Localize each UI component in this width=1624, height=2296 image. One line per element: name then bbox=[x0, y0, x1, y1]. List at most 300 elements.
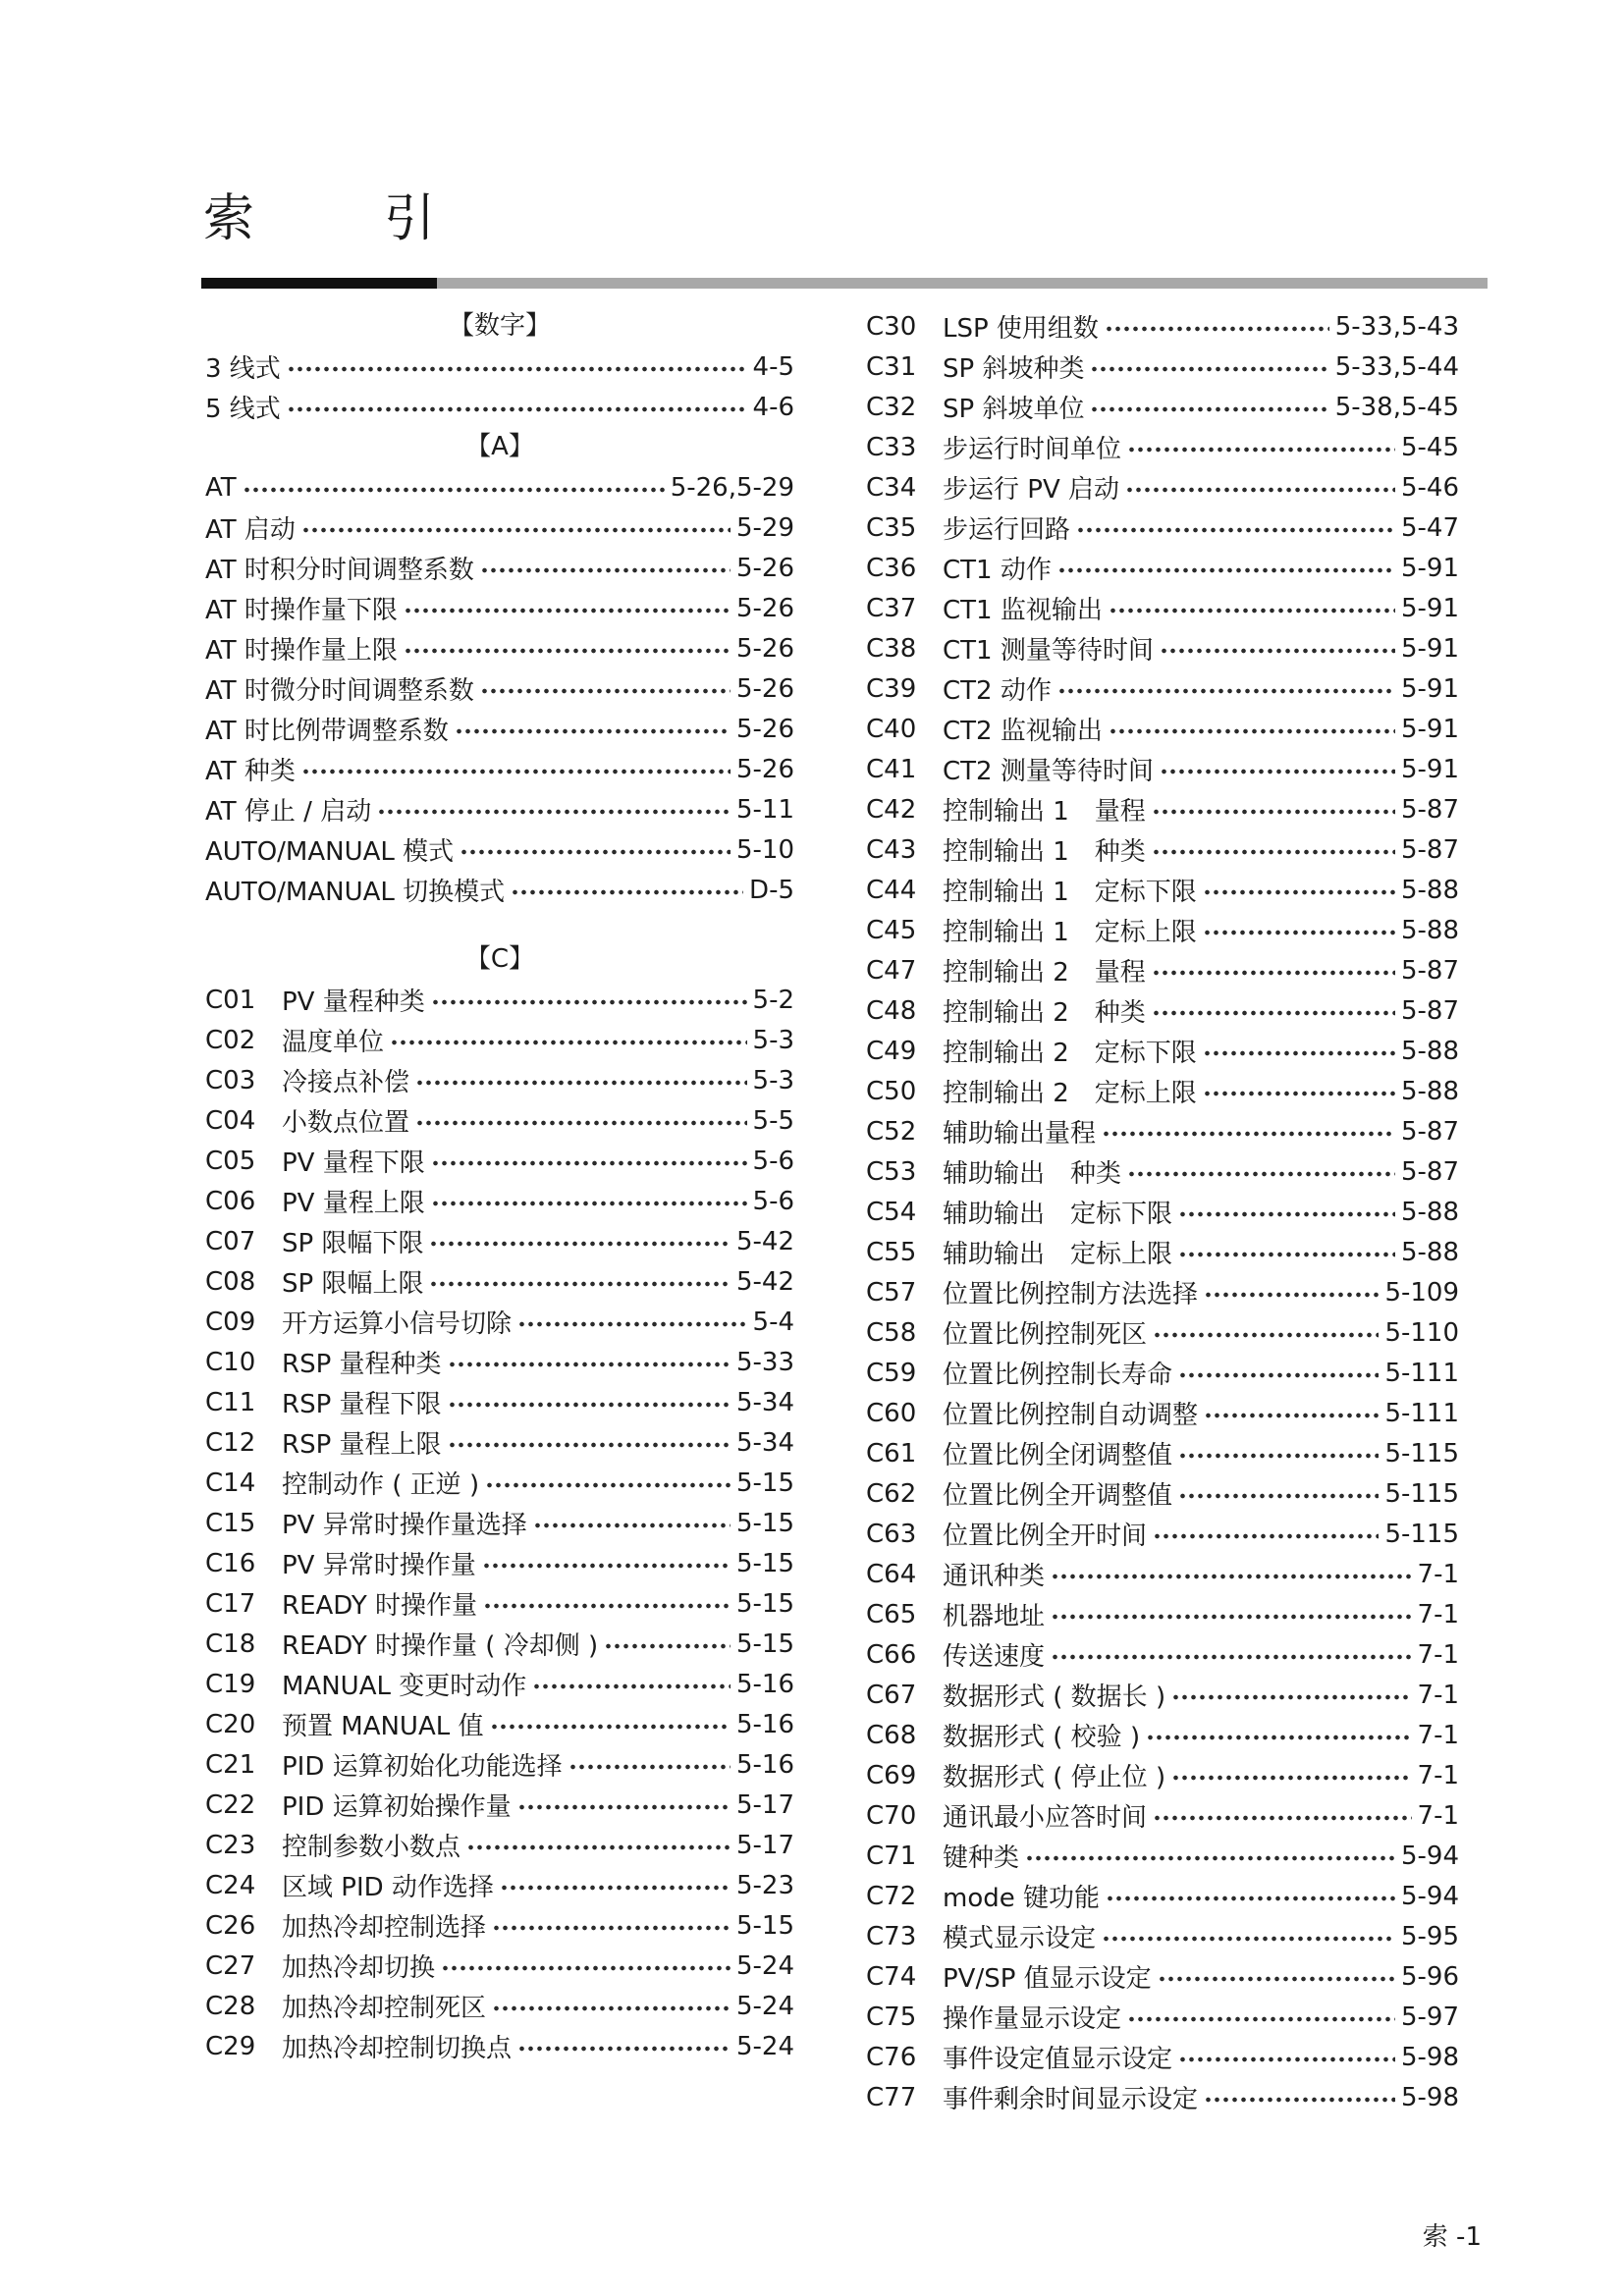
index-entry[interactable] bbox=[866, 1473, 1459, 1514]
entry-code: C09 bbox=[205, 1307, 256, 1337]
index-entry[interactable] bbox=[866, 1111, 1459, 1151]
entry-page-ref: 5-88 bbox=[1400, 875, 1459, 905]
dot-leader bbox=[448, 1402, 731, 1408]
entry-label: AUTO/MANUAL 切换模式 bbox=[205, 878, 506, 907]
index-entry[interactable] bbox=[205, 1664, 794, 1704]
dot-leader bbox=[517, 2046, 731, 2052]
entry-page-ref: 5-91 bbox=[1400, 714, 1459, 744]
entry-code: C22 bbox=[205, 1789, 256, 1820]
entry-label: 控制输出 2 定标下限 bbox=[943, 1039, 1197, 1068]
entry-page-ref: 5-42 bbox=[735, 1226, 794, 1256]
entry-page-ref: 5-34 bbox=[735, 1427, 794, 1458]
index-entry[interactable] bbox=[866, 1836, 1459, 1876]
entry-label: 位置比例控制方法选择 bbox=[943, 1280, 1199, 1309]
entry-label: PV 量程上限 bbox=[282, 1189, 425, 1218]
entry-code: C73 bbox=[866, 1921, 917, 1951]
entry-code: C54 bbox=[866, 1197, 917, 1227]
entry-label: MANUAL 变更时动作 bbox=[282, 1672, 527, 1701]
index-entry[interactable] bbox=[866, 1795, 1459, 1836]
dot-leader bbox=[1178, 1211, 1395, 1217]
index-entry[interactable] bbox=[866, 749, 1459, 789]
entry-page-ref: 5-16 bbox=[735, 1709, 794, 1739]
index-entry[interactable] bbox=[205, 1785, 794, 1825]
entry-page-ref: 5-15 bbox=[735, 1629, 794, 1659]
entry-label: AT 时积分时间调整系数 bbox=[205, 556, 474, 585]
title-rule-track bbox=[437, 278, 1488, 289]
entry-code: C36 bbox=[866, 553, 917, 583]
dot-leader bbox=[492, 2005, 731, 2011]
entry-page-ref: 5-115 bbox=[1384, 1478, 1459, 1509]
index-entry[interactable] bbox=[866, 1554, 1459, 1594]
index-entry[interactable] bbox=[205, 1543, 794, 1583]
entry-page-ref: 5-115 bbox=[1384, 1438, 1459, 1468]
entry-label: 步运行时间单位 bbox=[943, 435, 1122, 464]
dot-leader bbox=[243, 487, 665, 493]
entry-code: C40 bbox=[866, 714, 917, 744]
index-entry[interactable] bbox=[866, 548, 1459, 588]
entry-page-ref: 5-91 bbox=[1400, 633, 1459, 664]
dot-leader bbox=[390, 1040, 747, 1045]
index-entry[interactable] bbox=[866, 990, 1459, 1031]
entry-page-ref: 5-26 bbox=[735, 714, 794, 744]
entry-page-ref: 5-111 bbox=[1384, 1358, 1459, 1388]
entry-code: C75 bbox=[866, 2002, 917, 2032]
entry-code: C68 bbox=[866, 1720, 917, 1750]
entry-page-ref: 5-46 bbox=[1400, 472, 1459, 503]
index-entry[interactable] bbox=[866, 1071, 1459, 1111]
entry-label: PV 异常时操作量选择 bbox=[282, 1511, 527, 1540]
entry-page-ref: 5-2 bbox=[752, 985, 794, 1015]
index-entry[interactable] bbox=[205, 2026, 794, 2066]
entry-label: RSP 量程种类 bbox=[282, 1350, 442, 1379]
entry-label: 位置比例控制死区 bbox=[943, 1320, 1148, 1350]
entry-code: C67 bbox=[866, 1680, 917, 1710]
entry-code: C42 bbox=[866, 794, 917, 825]
dot-leader bbox=[568, 1764, 731, 1770]
entry-code: C63 bbox=[866, 1519, 917, 1549]
index-entry[interactable] bbox=[866, 1956, 1459, 1997]
index-entry[interactable] bbox=[205, 588, 794, 628]
entry-page-ref: 5-4 bbox=[752, 1307, 794, 1337]
entry-page-ref: 5-95 bbox=[1400, 1921, 1459, 1951]
entry-label: 加热冷却控制选择 bbox=[282, 1913, 487, 1943]
entry-label: AT 时操作量下限 bbox=[205, 596, 398, 625]
index-entry[interactable] bbox=[205, 1624, 794, 1664]
dot-leader bbox=[1178, 1453, 1379, 1459]
index-entry[interactable] bbox=[205, 507, 794, 548]
dot-leader bbox=[431, 1160, 747, 1166]
entry-label: READY 时操作量 ( 冷却侧 ) bbox=[282, 1631, 599, 1661]
entry-code: C39 bbox=[866, 673, 917, 704]
entry-label: 控制输出 2 种类 bbox=[943, 998, 1146, 1028]
entry-label: 加热冷却控制切换点 bbox=[282, 2034, 513, 2063]
dot-leader bbox=[1127, 2016, 1395, 2022]
entry-page-ref: 5-26 bbox=[735, 633, 794, 664]
index-entry[interactable] bbox=[205, 1261, 794, 1302]
index-entry[interactable] bbox=[866, 1916, 1459, 1956]
entry-label: LSP 使用组数 bbox=[943, 314, 1099, 344]
dot-leader bbox=[404, 608, 731, 614]
index-entry[interactable] bbox=[866, 1634, 1459, 1675]
entry-label: PV 量程下限 bbox=[282, 1148, 425, 1178]
entry-label: CT1 测量等待时间 bbox=[943, 636, 1154, 666]
index-entry[interactable] bbox=[866, 467, 1459, 507]
index-entry[interactable] bbox=[205, 1825, 794, 1865]
dot-leader bbox=[460, 849, 731, 855]
entry-code: C23 bbox=[205, 1830, 256, 1860]
dot-leader bbox=[404, 648, 731, 654]
entry-label: 控制输出 1 定标上限 bbox=[943, 918, 1197, 947]
entry-page-ref: 5-94 bbox=[1400, 1881, 1459, 1911]
dot-leader bbox=[517, 1321, 747, 1327]
index-entry[interactable] bbox=[205, 1181, 794, 1221]
entry-page-ref: 4-5 bbox=[752, 351, 794, 382]
index-entry[interactable] bbox=[205, 668, 794, 709]
entry-code: C34 bbox=[866, 472, 917, 503]
entry-code: C43 bbox=[866, 834, 917, 865]
index-entry[interactable] bbox=[866, 1876, 1459, 1916]
entry-code: C62 bbox=[866, 1478, 917, 1509]
index-entry[interactable] bbox=[866, 306, 1459, 347]
dot-leader bbox=[1171, 1775, 1411, 1781]
title-rule-accent bbox=[201, 278, 437, 289]
entry-page-ref: 5-17 bbox=[735, 1830, 794, 1860]
dot-leader bbox=[1076, 527, 1395, 533]
entry-label: 操作量显示设定 bbox=[943, 2004, 1122, 2034]
entry-code: C27 bbox=[205, 1950, 256, 1981]
index-entry[interactable] bbox=[866, 950, 1459, 990]
dot-leader bbox=[482, 1563, 731, 1569]
index-entry[interactable] bbox=[205, 1583, 794, 1624]
entry-code: C52 bbox=[866, 1116, 917, 1147]
index-entry[interactable] bbox=[866, 1755, 1459, 1795]
index-entry[interactable] bbox=[205, 1302, 794, 1342]
title-rule bbox=[201, 278, 1488, 289]
index-entry[interactable] bbox=[205, 789, 794, 829]
dot-leader bbox=[301, 769, 731, 774]
dot-leader bbox=[415, 1120, 747, 1126]
entry-label: AUTO/MANUAL 模式 bbox=[205, 837, 455, 867]
entry-page-ref: 5-23 bbox=[735, 1870, 794, 1900]
index-entry[interactable] bbox=[866, 1393, 1459, 1433]
index-entry[interactable] bbox=[205, 980, 794, 1020]
entry-page-ref: 5-33,5-43 bbox=[1334, 311, 1459, 342]
entry-code: C38 bbox=[866, 633, 917, 664]
index-entry[interactable] bbox=[866, 2077, 1459, 2117]
index-entry[interactable] bbox=[205, 628, 794, 668]
entry-label: 3 线式 bbox=[205, 354, 281, 384]
entry-label: 位置比例全闭调整值 bbox=[943, 1441, 1173, 1470]
index-entry[interactable] bbox=[205, 1020, 794, 1060]
section-spacer bbox=[205, 910, 794, 939]
entry-page-ref: 5-87 bbox=[1400, 1116, 1459, 1147]
index-entry[interactable] bbox=[205, 1382, 794, 1422]
entry-code: C11 bbox=[205, 1387, 256, 1417]
entry-code: C57 bbox=[866, 1277, 917, 1308]
dot-leader bbox=[533, 1522, 731, 1528]
page-number: 索 -1 bbox=[1422, 2222, 1482, 2252]
dot-leader bbox=[532, 1683, 731, 1689]
entry-page-ref: 5-38,5-45 bbox=[1334, 392, 1459, 422]
entry-page-ref: 5-26 bbox=[735, 593, 794, 623]
dot-leader bbox=[431, 1201, 747, 1206]
index-entry[interactable] bbox=[205, 870, 794, 910]
entry-page-ref: 5-91 bbox=[1400, 754, 1459, 784]
dot-leader bbox=[1109, 608, 1395, 614]
entry-code: C58 bbox=[866, 1317, 917, 1348]
index-entry[interactable] bbox=[205, 387, 794, 427]
dot-leader bbox=[500, 1885, 731, 1891]
entry-label: 控制动作 ( 正逆 ) bbox=[282, 1470, 480, 1500]
index-entry[interactable] bbox=[866, 829, 1459, 870]
entry-code: C28 bbox=[205, 1991, 256, 2021]
entry-label: 辅助输出 定标下限 bbox=[943, 1200, 1173, 1229]
entry-label: 步运行回路 bbox=[943, 515, 1071, 545]
dot-leader bbox=[1160, 769, 1395, 774]
entry-page-ref: 5-87 bbox=[1400, 955, 1459, 986]
index-entry[interactable] bbox=[866, 870, 1459, 910]
index-entry[interactable] bbox=[205, 1463, 794, 1503]
entry-page-ref: 5-97 bbox=[1400, 2002, 1459, 2032]
entry-page-ref: 5-115 bbox=[1384, 1519, 1459, 1549]
entry-label: SP 限幅上限 bbox=[282, 1269, 424, 1299]
entry-label: CT2 测量等待时间 bbox=[943, 757, 1154, 786]
entry-label: 位置比例控制长寿命 bbox=[943, 1361, 1173, 1390]
entry-code: C19 bbox=[205, 1669, 256, 1699]
dot-leader bbox=[1178, 2056, 1395, 2062]
entry-label: 温度单位 bbox=[282, 1028, 385, 1057]
dot-leader bbox=[1178, 1372, 1379, 1378]
entry-label: 控制参数小数点 bbox=[282, 1833, 461, 1862]
entry-code: C64 bbox=[866, 1559, 917, 1589]
entry-page-ref: 7-1 bbox=[1417, 1599, 1459, 1629]
index-entry[interactable] bbox=[866, 910, 1459, 950]
entry-label: 控制输出 1 种类 bbox=[943, 837, 1146, 867]
index-entry[interactable] bbox=[866, 628, 1459, 668]
index-entry[interactable] bbox=[866, 588, 1459, 628]
entry-code: C12 bbox=[205, 1427, 256, 1458]
entry-label: PID 运算初始化功能选择 bbox=[282, 1752, 563, 1782]
dot-leader bbox=[448, 1442, 731, 1448]
index-entry[interactable] bbox=[205, 829, 794, 870]
entry-page-ref: 5-110 bbox=[1384, 1317, 1459, 1348]
entry-page-ref: 5-15 bbox=[735, 1468, 794, 1498]
entry-page-ref: 5-6 bbox=[752, 1186, 794, 1216]
entry-page-ref: 5-10 bbox=[735, 834, 794, 865]
entry-code: C45 bbox=[866, 915, 917, 945]
entry-label: 加热冷却切换 bbox=[282, 1953, 436, 1983]
entry-code: C65 bbox=[866, 1599, 917, 1629]
entry-code: C24 bbox=[205, 1870, 256, 1900]
index-entry[interactable] bbox=[205, 1503, 794, 1543]
dot-leader bbox=[1152, 970, 1395, 976]
entry-label: 控制输出 2 量程 bbox=[943, 958, 1146, 988]
dot-leader bbox=[1127, 1171, 1395, 1177]
entry-label: 预置 MANUAL 值 bbox=[282, 1712, 484, 1741]
index-entry[interactable] bbox=[866, 507, 1459, 548]
entry-code: C48 bbox=[866, 995, 917, 1026]
index-entry[interactable] bbox=[866, 1433, 1459, 1473]
index-entry[interactable] bbox=[205, 1946, 794, 1986]
entry-page-ref: 5-88 bbox=[1400, 915, 1459, 945]
entry-code: C05 bbox=[205, 1146, 256, 1176]
entry-label: 数据形式 ( 停止位 ) bbox=[943, 1763, 1166, 1792]
index-entry[interactable] bbox=[866, 1514, 1459, 1554]
index-entry[interactable] bbox=[866, 1272, 1459, 1312]
dot-leader bbox=[1152, 1010, 1395, 1016]
index-entry[interactable] bbox=[866, 1715, 1459, 1755]
entry-code: C08 bbox=[205, 1266, 256, 1297]
index-entry[interactable] bbox=[866, 789, 1459, 829]
entry-label: RSP 量程上限 bbox=[282, 1430, 442, 1460]
entry-code: C37 bbox=[866, 593, 917, 623]
index-entry[interactable] bbox=[205, 709, 794, 749]
entry-code: C44 bbox=[866, 875, 917, 905]
entry-code: C32 bbox=[866, 392, 917, 422]
entry-page-ref: 5-24 bbox=[735, 1950, 794, 1981]
index-entry[interactable] bbox=[866, 387, 1459, 427]
index-entry[interactable] bbox=[205, 1060, 794, 1100]
index-entry[interactable] bbox=[866, 1192, 1459, 1232]
entry-label: 传送速度 bbox=[943, 1642, 1046, 1672]
index-entry[interactable] bbox=[866, 709, 1459, 749]
entry-page-ref: 7-1 bbox=[1417, 1800, 1459, 1831]
entry-code: C50 bbox=[866, 1076, 917, 1106]
index-entry[interactable] bbox=[205, 347, 794, 387]
entry-label: AT 时比例带调整系数 bbox=[205, 717, 449, 746]
index-entry[interactable] bbox=[205, 1221, 794, 1261]
dot-leader bbox=[1160, 648, 1395, 654]
entry-label: 控制输出 1 量程 bbox=[943, 797, 1146, 827]
entry-label: RSP 量程下限 bbox=[282, 1390, 442, 1419]
entry-code: C77 bbox=[866, 2082, 917, 2112]
index-entry[interactable] bbox=[205, 1422, 794, 1463]
index-entry[interactable] bbox=[866, 1232, 1459, 1272]
entry-label: 键种类 bbox=[943, 1843, 1020, 1873]
entry-label: PID 运算初始操作量 bbox=[282, 1792, 512, 1822]
index-entry[interactable] bbox=[866, 1997, 1459, 2037]
dot-leader bbox=[1057, 567, 1395, 573]
index-entry[interactable] bbox=[205, 548, 794, 588]
index-entry[interactable] bbox=[866, 1312, 1459, 1353]
entry-label: SP 斜坡种类 bbox=[943, 354, 1085, 384]
index-entry[interactable] bbox=[205, 1704, 794, 1744]
entry-label: 数据形式 ( 校验 ) bbox=[943, 1723, 1141, 1752]
entry-page-ref: 5-33,5-44 bbox=[1334, 351, 1459, 382]
index-entry[interactable] bbox=[866, 1031, 1459, 1071]
entry-page-ref: 5-42 bbox=[735, 1266, 794, 1297]
entry-code: C03 bbox=[205, 1065, 256, 1095]
dot-leader bbox=[490, 1724, 731, 1730]
entry-label: AT 启动 bbox=[205, 515, 296, 545]
entry-page-ref: 5-88 bbox=[1400, 1237, 1459, 1267]
dot-leader bbox=[301, 527, 731, 533]
index-entry[interactable] bbox=[866, 1675, 1459, 1715]
entry-label: 小数点位置 bbox=[282, 1108, 410, 1138]
entry-code: C07 bbox=[205, 1226, 256, 1256]
index-entry[interactable] bbox=[205, 1141, 794, 1181]
dot-leader bbox=[1051, 1574, 1412, 1579]
dot-leader bbox=[431, 999, 747, 1005]
entry-code: C76 bbox=[866, 2042, 917, 2072]
index-entry[interactable] bbox=[866, 1353, 1459, 1393]
entry-page-ref: 7-1 bbox=[1417, 1639, 1459, 1670]
entry-label: CT1 动作 bbox=[943, 556, 1052, 585]
entry-page-ref: 7-1 bbox=[1417, 1680, 1459, 1710]
entry-code: C30 bbox=[866, 311, 917, 342]
entry-page-ref: 5-91 bbox=[1400, 553, 1459, 583]
dot-leader bbox=[1051, 1614, 1412, 1620]
index-entry[interactable] bbox=[866, 347, 1459, 387]
index-entry[interactable] bbox=[866, 427, 1459, 467]
entry-code: C16 bbox=[205, 1548, 256, 1578]
dot-leader bbox=[448, 1362, 731, 1367]
dot-leader bbox=[485, 1482, 731, 1488]
index-entry[interactable] bbox=[866, 1151, 1459, 1192]
entry-page-ref: 5-88 bbox=[1400, 1197, 1459, 1227]
entry-code: C21 bbox=[205, 1749, 256, 1780]
entry-page-ref: 5-16 bbox=[735, 1749, 794, 1780]
dot-leader bbox=[1025, 1855, 1395, 1861]
dot-leader bbox=[441, 1965, 731, 1971]
entry-code: C29 bbox=[205, 2031, 256, 2061]
section-heading: 【数字】 bbox=[448, 311, 551, 341]
entry-label: AT bbox=[205, 472, 237, 503]
dot-leader bbox=[1178, 1252, 1395, 1257]
index-entry[interactable] bbox=[866, 2037, 1459, 2077]
entry-page-ref: 5-98 bbox=[1400, 2082, 1459, 2112]
entry-code: C10 bbox=[205, 1347, 256, 1377]
dot-leader bbox=[1106, 1896, 1395, 1901]
entry-page-ref: 5-91 bbox=[1400, 673, 1459, 704]
entry-code: C59 bbox=[866, 1358, 917, 1388]
index-entry[interactable] bbox=[205, 1905, 794, 1946]
entry-page-ref: 7-1 bbox=[1417, 1720, 1459, 1750]
index-entry[interactable] bbox=[205, 467, 794, 507]
dot-leader bbox=[511, 889, 743, 895]
entry-page-ref: 5-15 bbox=[735, 1508, 794, 1538]
index-entry[interactable] bbox=[866, 668, 1459, 709]
index-entry[interactable] bbox=[205, 1100, 794, 1141]
dot-leader bbox=[429, 1241, 731, 1247]
index-entry[interactable] bbox=[205, 1865, 794, 1905]
entry-page-ref: 5-24 bbox=[735, 2031, 794, 2061]
entry-code: C69 bbox=[866, 1760, 917, 1790]
entry-code: C74 bbox=[866, 1961, 917, 1992]
entry-page-ref: 5-26 bbox=[735, 673, 794, 704]
dot-leader bbox=[1090, 366, 1328, 372]
index-entry[interactable] bbox=[205, 1986, 794, 2026]
page-title: 索 引 bbox=[203, 189, 475, 248]
entry-label: 数据形式 ( 数据长 ) bbox=[943, 1682, 1166, 1712]
entry-label: 冷接点补偿 bbox=[282, 1068, 410, 1097]
entry-page-ref: 5-94 bbox=[1400, 1841, 1459, 1871]
entry-label: SP 限幅下限 bbox=[282, 1229, 424, 1258]
dot-leader bbox=[480, 567, 731, 573]
index-entry[interactable] bbox=[866, 1594, 1459, 1634]
entry-label: 开方运算小信号切除 bbox=[282, 1309, 513, 1339]
entry-page-ref: 5-29 bbox=[735, 512, 794, 543]
index-entry[interactable] bbox=[205, 1342, 794, 1382]
dot-leader bbox=[1203, 1050, 1395, 1056]
dot-leader bbox=[1203, 930, 1395, 935]
entry-page-ref: 5-34 bbox=[735, 1387, 794, 1417]
index-entry[interactable] bbox=[205, 1744, 794, 1785]
index-entry[interactable] bbox=[205, 749, 794, 789]
entry-page-ref: 5-6 bbox=[752, 1146, 794, 1176]
entry-code: C02 bbox=[205, 1025, 256, 1055]
entry-code: C14 bbox=[205, 1468, 256, 1498]
